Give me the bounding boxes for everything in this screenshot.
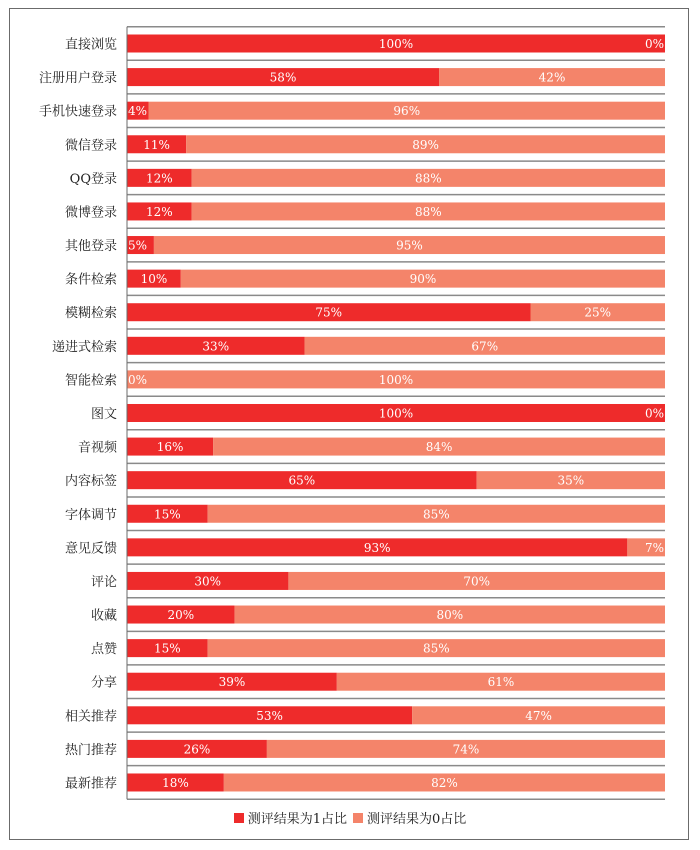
data-label-series-1: 39% (218, 675, 246, 690)
data-label-series-1: 16% (156, 440, 184, 455)
legend-item-series-1 (234, 808, 347, 827)
data-label-series-1: 5% (128, 238, 148, 253)
data-label-series-2: 35% (557, 473, 585, 488)
data-label-series-2: 0% (644, 406, 664, 421)
data-label-series-2: 88% (414, 171, 442, 186)
data-label-series-1: 4% (128, 104, 148, 119)
data-label-series-1: 93% (363, 540, 391, 555)
category-label: 内容标签 (64, 474, 117, 490)
data-label-series-2: 25% (584, 305, 612, 320)
category-label: 分享 (90, 675, 117, 691)
data-label-series-1: 100% (378, 37, 414, 51)
legend (0, 808, 700, 827)
category-label: 直接浏览 (64, 37, 117, 53)
data-label-series-1: 10% (140, 272, 168, 287)
category-label: 注册用户登录 (38, 71, 117, 87)
category-label: 相关推荐 (64, 709, 117, 725)
category-label: 智能检索 (64, 373, 117, 389)
data-label-series-1: 12% (145, 171, 173, 186)
data-label-series-1: 15% (154, 507, 181, 522)
data-label-series-2: 84% (425, 440, 453, 455)
data-label-series-2: 70% (463, 574, 491, 589)
data-label-series-1: 100% (378, 406, 414, 421)
data-label-series-2: 0% (644, 37, 664, 51)
legend-label-series-1: 测评结果为1占比 (247, 812, 347, 827)
data-label-series-2: 89% (412, 137, 439, 152)
category-label: 图文 (90, 406, 117, 422)
category-label: 字体调节 (64, 507, 117, 523)
data-label-series-1: 26% (183, 742, 211, 757)
category-label: 音视频 (77, 440, 117, 456)
category-label: 评论 (90, 574, 117, 590)
legend-label-series-2: 测评结果为0占比 (367, 812, 467, 827)
category-label: 递进式检索 (51, 339, 117, 355)
data-label-series-1: 11% (143, 137, 170, 152)
data-label-series-1: 58% (269, 70, 297, 85)
category-label: 其他登录 (64, 239, 117, 255)
category-label: 手机快速登录 (38, 104, 117, 120)
category-label: 条件检索 (64, 272, 117, 288)
category-label: 微信登录 (64, 138, 117, 154)
data-label-series-2: 42% (538, 70, 566, 85)
data-label-series-1: 30% (194, 574, 222, 589)
category-label: 热门推荐 (64, 742, 117, 758)
category-label: QQ登录 (69, 171, 117, 187)
data-label-series-1: 12% (145, 204, 173, 219)
category-label: 最新推荐 (64, 776, 117, 792)
legend-swatch-series-2 (353, 813, 363, 823)
data-label-series-2: 74% (452, 742, 480, 757)
data-label-series-2: 82% (431, 775, 458, 790)
data-label-series-1: 65% (288, 473, 316, 488)
data-label-series-2: 96% (393, 104, 421, 119)
data-label-series-1: 33% (202, 339, 230, 354)
data-label-series-1: 53% (256, 708, 283, 723)
data-label-series-2: 85% (423, 507, 450, 522)
legend-item-series-2 (353, 808, 466, 827)
data-label-series-2: 47% (525, 708, 552, 723)
data-label-series-2: 88% (414, 204, 442, 219)
data-label-series-1: 15% (154, 641, 181, 656)
data-label-series-1: 75% (315, 305, 343, 320)
category-label: 模糊检索 (64, 306, 117, 322)
category-label: 微博登录 (64, 205, 117, 221)
data-label-series-2: 85% (423, 641, 450, 656)
category-label: 收藏 (90, 608, 117, 624)
legend-swatch-series-1 (234, 813, 244, 823)
data-label-series-1: 20% (167, 608, 195, 623)
data-label-series-2: 95% (396, 238, 423, 253)
data-label-series-1: 0% (128, 372, 148, 387)
data-label-series-2: 100% (378, 372, 414, 387)
category-label: 意见反馈 (64, 541, 117, 557)
data-label-series-2: 80% (436, 608, 464, 623)
data-label-series-2: 67% (471, 339, 499, 354)
data-label-series-2: 7% (644, 540, 664, 555)
data-label-series-2: 90% (409, 272, 437, 287)
data-label-series-2: 61% (487, 675, 515, 690)
data-label-series-1: 18% (162, 775, 189, 790)
category-label: 点赞 (90, 642, 117, 658)
